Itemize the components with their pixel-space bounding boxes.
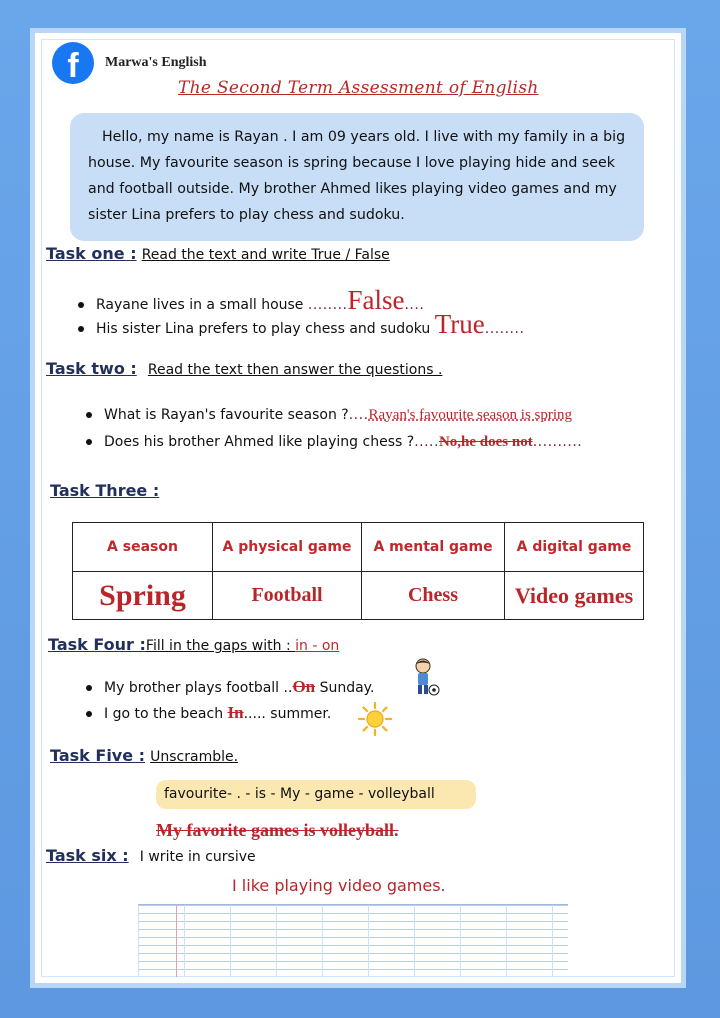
- scrambled-words: favourite- . - is - My - game - volleyball: [156, 780, 476, 809]
- question-text: What is Rayan's favourite season ?: [104, 407, 349, 423]
- task-four-item: [86, 677, 374, 697]
- task-five-header: [50, 746, 238, 765]
- task-two-header: [46, 359, 442, 378]
- table-answer-cell: Video games: [505, 572, 644, 620]
- table-header-cell: A season: [73, 523, 213, 572]
- brand-name: Marwa's English: [105, 55, 207, 70]
- task-two-instruction: Read the text then answer the questions .: [147, 362, 443, 378]
- table-header-cell: A digital game: [505, 523, 644, 572]
- question-text: Does his brother Ahmed like playing chess ?: [104, 434, 415, 450]
- table-header-cell: A physical game: [213, 523, 362, 572]
- task-two-item: [86, 434, 582, 451]
- task-one-header: [46, 244, 390, 263]
- worksheet-title: The Second Term Assessment of English: [178, 78, 539, 98]
- gap-sentence-start: I go to the beach: [104, 706, 228, 722]
- table-answer-cell: Spring: [73, 572, 213, 620]
- gap-sentence-end: Sunday.: [315, 680, 375, 696]
- answer-dots: .....: [414, 434, 439, 450]
- task-four-instruction: Fill in the gaps with :: [145, 638, 296, 654]
- task-five-instruction: Unscramble.: [150, 749, 239, 765]
- passage-text: Hello, my name is Rayan . I am 09 years old. I live with my family in a big house. My favourite season is spring because I love playing hide and seek and football outside. My brother Ahmed likes playing video games and my sister Lina prefers to play chess and sudoku.: [88, 129, 626, 223]
- gap-sentence-end: ..... summer.: [243, 706, 332, 722]
- task-six-instruction: I write in cursive: [139, 849, 256, 865]
- answer-true: True: [434, 309, 485, 339]
- task-one-heading: Task one :: [46, 244, 137, 263]
- answer-dots: ........: [484, 321, 525, 337]
- bullet-icon: [78, 302, 84, 308]
- boy-football-icon: [410, 657, 440, 699]
- answer-dots: ....: [404, 297, 425, 313]
- cursive-sentence: I like playing video games.: [232, 876, 446, 895]
- task-four-item: [86, 703, 331, 723]
- answer-false: False: [347, 285, 405, 315]
- table-answer-row: [73, 572, 644, 620]
- reading-passage: [70, 113, 644, 241]
- task-one-instruction: Read the text and write True / False: [141, 247, 390, 263]
- table-answer-cell: Football: [213, 572, 362, 620]
- bullet-icon: [86, 439, 92, 445]
- classification-table: [72, 522, 644, 620]
- answer-dots: ....: [348, 407, 369, 423]
- unscramble-answer: My favorite games is volleyball.: [156, 820, 399, 840]
- answer-text: Rayan's favourite season is spring: [368, 407, 573, 423]
- bullet-icon: [86, 412, 92, 418]
- statement-text: His sister Lina prefers to play chess and sudoku: [96, 321, 435, 337]
- task-two-heading: Task two :: [46, 359, 137, 378]
- task-three-heading: Task Three :: [50, 481, 160, 500]
- statement-text: Rayane lives in a small house: [96, 297, 308, 313]
- answer-dots: ..........: [532, 434, 583, 450]
- task-four-words: in - on: [295, 638, 340, 654]
- task-two-item: [86, 407, 572, 424]
- table-answer-cell: Chess: [362, 572, 505, 620]
- task-five-heading: Task Five :: [50, 746, 146, 765]
- task-six-heading: Task six :: [46, 846, 129, 865]
- answer-dots: ........: [307, 297, 348, 313]
- task-four-header: [48, 635, 339, 654]
- sun-icon: [358, 702, 392, 736]
- gap-sentence-start: My brother plays football ..: [104, 680, 293, 696]
- task-six-header: [46, 846, 256, 865]
- gap-answer: On: [292, 677, 316, 696]
- task-four-heading: Task Four :: [48, 635, 146, 654]
- facebook-icon: f: [52, 42, 94, 84]
- bullet-icon: [86, 711, 92, 717]
- answer-text: No,he does not: [438, 434, 533, 450]
- bullet-icon: [78, 326, 84, 332]
- table-header-cell: A mental game: [362, 523, 505, 572]
- bullet-icon: [86, 685, 92, 691]
- task-one-item: [78, 309, 524, 340]
- table-header-row: [73, 523, 644, 572]
- handwriting-lines: [138, 904, 568, 977]
- gap-answer: In: [227, 703, 244, 722]
